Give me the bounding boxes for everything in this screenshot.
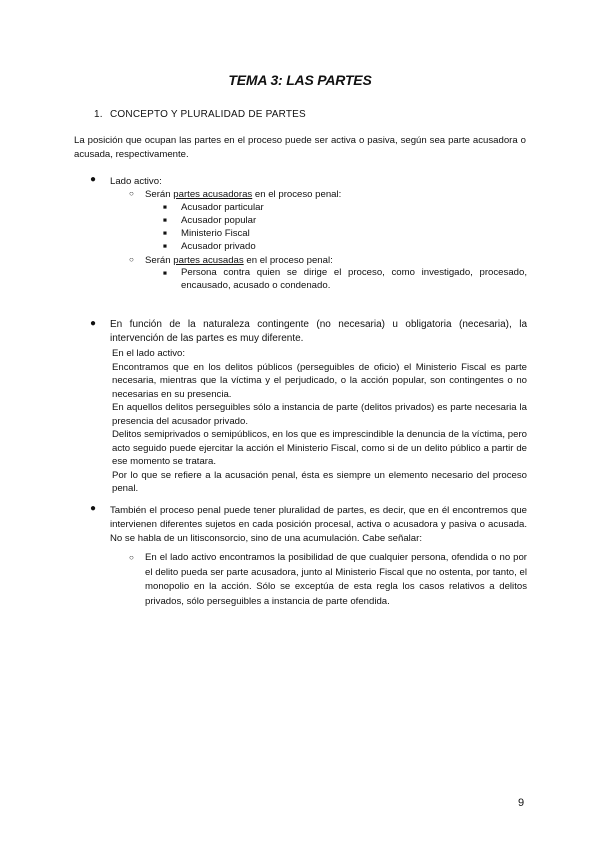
sub2-underlined: partes acusadas xyxy=(173,255,244,266)
sub2-prefix: Serán xyxy=(145,255,174,266)
section-heading xyxy=(94,109,306,120)
sub1-line xyxy=(145,188,341,201)
sub2-item: Persona contra quien se dirige el proceso, como investigado, procesado, encausado, acusado o condenado. xyxy=(181,267,527,291)
square-marker: ■ xyxy=(163,204,167,211)
sub1-item: Acusador particular xyxy=(181,202,264,213)
section-number: 1. xyxy=(94,109,103,120)
circle-marker: ○ xyxy=(129,553,134,562)
circle-marker: ○ xyxy=(129,255,134,264)
square-marker: ■ xyxy=(163,217,167,224)
intro-paragraph: La posición que ocupan las partes en el proceso puede ser activa o pasiva, según sea parte acusadora o acusada, respectivamente. xyxy=(74,135,526,160)
page-number: 9 xyxy=(518,797,525,809)
square-marker: ■ xyxy=(163,270,167,277)
section-title: CONCEPTO Y PLURALIDAD DE PARTES xyxy=(110,109,306,120)
bullet2-body xyxy=(112,347,527,496)
bullet1-label: Lado activo: xyxy=(110,176,162,187)
bullet2-line: Por lo que se refiere a la acusación penal, ésta es siempre un elemento necesario del proceso penal. xyxy=(112,469,527,494)
sub2-suffix: en el proceso penal: xyxy=(243,255,333,266)
bullet3-sub: En el lado activo encontramos la posibilidad de que cualquier persona, ofendida o no por el delito pueda ser parte acusadora, junto al Ministerio Fiscal que no ostenta, por tanto, el monopolio en la acción. Sólo se exceptúa de esta regla los casos relativos a delitos privados, sólo perseguibles a instancia de parte ofendida. xyxy=(145,552,527,607)
sub1-item: Acusador privado xyxy=(181,241,256,252)
bullet2-line: En aquellos delitos perseguibles sólo a instancia de parte (delitos privados) es parte necesaria la presencia del acusador privado. xyxy=(112,402,527,427)
sub1-suffix: en el proceso penal: xyxy=(252,189,342,200)
bullet2-line: Delitos semiprivados o semipúblicos, en los que es imprescindible la denuncia de la víctima, pero acto seguido puede ejercitar la acción el Ministerio Fiscal, como si de un delito público a partir de ese momento se tratara. xyxy=(112,429,527,467)
bullet2-line: Encontramos que en los delitos públicos (perseguibles de oficio) el Ministerio Fiscal es parte necesaria, mientras que la víctima y el perjudicado, o la acción popular, son contingentes o no necesarias en su presencia. xyxy=(112,361,527,400)
bullet2-line: En el lado activo: xyxy=(112,348,186,359)
sub1-item: Ministerio Fiscal xyxy=(181,228,250,239)
square-marker: ■ xyxy=(163,230,167,237)
square-marker: ■ xyxy=(163,243,167,250)
page-title: TEMA 3: LAS PARTES xyxy=(228,72,372,88)
bullet-marker: ● xyxy=(90,174,97,185)
sub1-item: Acusador popular xyxy=(181,215,257,226)
sub1-underlined: partes acusadoras xyxy=(173,189,253,200)
bullet-marker: ● xyxy=(90,318,97,329)
circle-marker: ○ xyxy=(129,189,134,198)
sub1-prefix: Serán xyxy=(145,189,174,200)
bullet-marker: ● xyxy=(90,503,97,514)
bullet2-lead: En función de la naturaleza contingente (no necesaria) u obligatoria (necesaria), la intervención de las partes es muy diferente. xyxy=(110,319,527,344)
bullet3-text: También el proceso penal puede tener pluralidad de partes, es decir, que en él encontremos que intervienen diferentes sujetos en cada posición procesal, activa o acusadora y pasiva o acusada. No se habla de un litisconsorcio, sino de una acumulación. Cabe señalar: xyxy=(110,505,527,544)
